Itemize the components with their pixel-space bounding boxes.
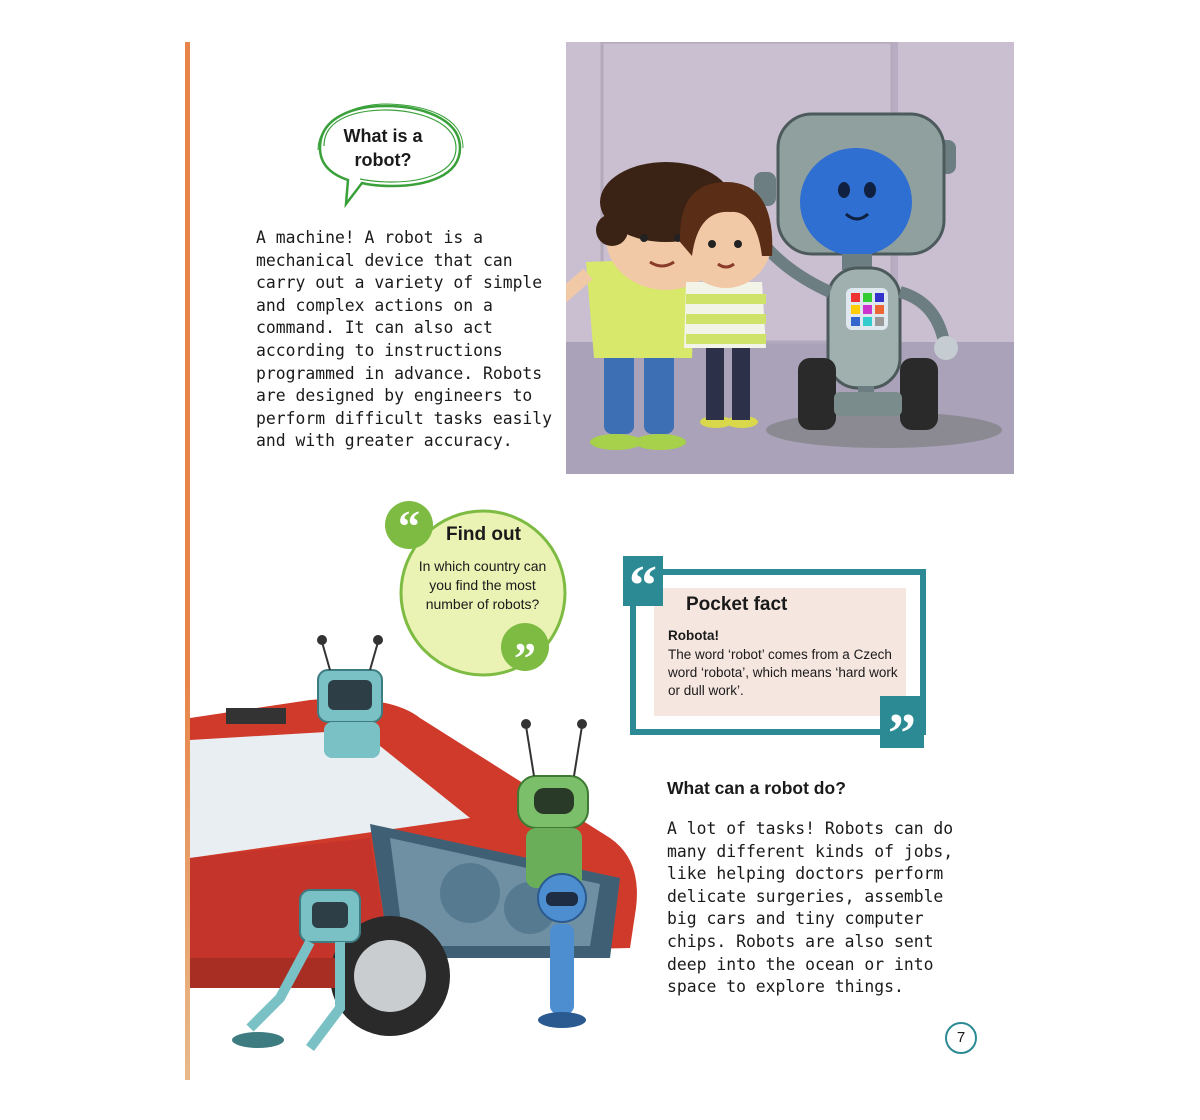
- bubble-question: What is a robot?: [343, 126, 423, 170]
- robots-fixing-car-illustration: [190, 628, 650, 1080]
- intro-paragraph: A machine! A robot is a mechanical device that can carry out a variety of simple and complex actions on a command. It can also act according to instructions programmed in advance. Robots are designed by engineers to perform difficult tasks easily and with greater accuracy.: [256, 228, 553, 451]
- svg-text:“: “: [629, 555, 657, 617]
- svg-text:”: ”: [514, 634, 536, 683]
- section-paragraph: A lot of tasks! Robots can do many different kinds of jobs, like helping doctors perform delicate surgeries, assemble big cars and tiny computer chips. Robots are also sent deep into the ocean or into space to explore things.: [667, 819, 954, 997]
- page-number: 7: [945, 1022, 977, 1054]
- find-out-title: Find out: [446, 524, 521, 545]
- pocket-fact-text: The word ‘robot’ comes from a Czech word ‘robota’, which means ‘hard work or dull work’.: [668, 647, 898, 698]
- svg-text:”: ”: [888, 703, 916, 752]
- close-quote-icon: [880, 696, 924, 752]
- pocket-fact-title: Pocket fact: [686, 594, 788, 615]
- svg-text:“: “: [398, 502, 420, 551]
- pocket-fact-subtitle: Robota!: [668, 628, 719, 643]
- section-heading: What can a robot do?: [667, 778, 846, 798]
- find-out-text: In which country can you find the most number of robots?: [418, 558, 547, 612]
- kids-and-robot-illustration: [566, 42, 1014, 474]
